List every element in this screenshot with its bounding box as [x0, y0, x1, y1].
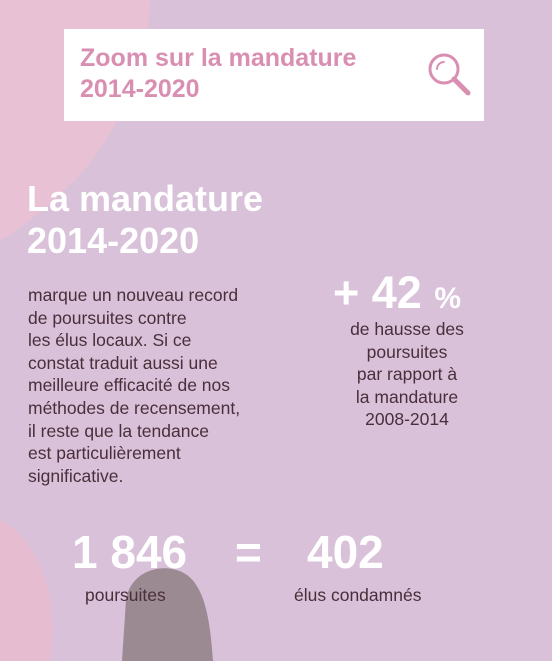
heading-line: La mandature: [27, 178, 264, 219]
intro-line: constat traduit aussi une: [28, 352, 218, 373]
increase-description: [320, 318, 494, 431]
intro-line: les élus locaux. Si ce: [28, 330, 192, 351]
increase-value: + 42: [333, 267, 422, 318]
increase-unit: %: [434, 282, 462, 315]
prosecutions-count: 1 846: [72, 526, 188, 578]
increase-description-line: la mandature: [355, 386, 459, 407]
intro-paragraph: [28, 284, 240, 487]
page-heading: [27, 178, 263, 262]
increase-description-line: de hausse des: [350, 319, 464, 339]
prosecutions-label: poursuites: [85, 585, 166, 605]
intro-line: est particulièrement: [28, 443, 181, 464]
convicted-label: élus condamnés: [294, 585, 422, 605]
heading-line: 2014-2020: [27, 220, 200, 261]
banner-title-line: Zoom sur la mandature: [80, 44, 357, 72]
intro-line: significative.: [28, 465, 124, 486]
intro-line: méthodes de recensement,: [28, 397, 241, 418]
intro-line: il reste que la tendance: [28, 420, 209, 441]
increase-description-line: poursuites: [366, 341, 448, 362]
intro-line: de poursuites contre: [28, 307, 187, 328]
increase-description-line: 2008-2014: [365, 409, 449, 430]
increase-description-line: par rapport à: [356, 364, 458, 385]
convicted-count: 402: [307, 526, 384, 578]
banner-title-line: 2014-2020: [80, 75, 200, 103]
zoom-banner: [64, 29, 484, 121]
magnifier-icon: [425, 50, 473, 98]
increase-stat: [333, 268, 461, 324]
equals-sign: =: [235, 526, 262, 578]
intro-line: marque un nouveau record: [28, 285, 239, 305]
intro-line: meilleure efficacité de nos: [28, 375, 231, 396]
banner-title: [80, 43, 410, 105]
